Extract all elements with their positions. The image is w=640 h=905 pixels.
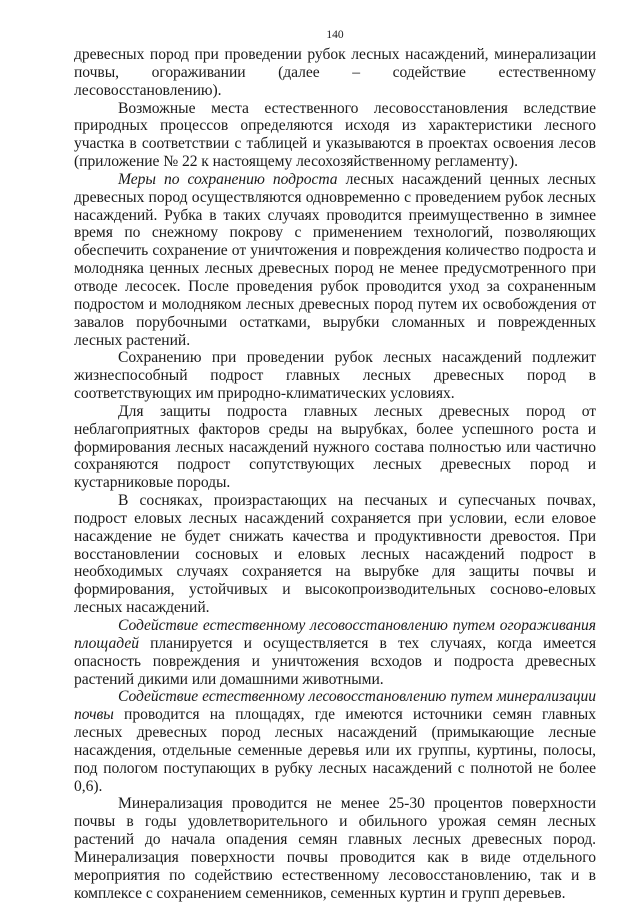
paragraph-text-run: Возможные места естественного лесовосстановления вследствие природных процессов определяются исходя из характеристики лесного участка в соответствии с таблицей и указываются в проектах освоения лесов (приложение № 22 к настоящему лесохозяйственному регламенту). [74,99,596,171]
paragraph [74,617,596,688]
paragraph-text-run: Сохранению при проведении рубок лесных насаждений подлежит жизнеспособный подрост главных лесных древесных пород в соответствующих им природно-климатических условиях. [74,349,596,403]
paragraph [74,688,596,795]
paragraph-italic-run: Содействие естественному лесовосстановлению путем огораживания площадей [74,617,596,652]
paragraph-italic-run: Меры по сохранению подроста [118,170,338,188]
paragraph [74,100,596,171]
paragraph [74,171,596,349]
paragraph-text-run: проводится на площадях, где имеются источники семян главных лесных древесных пород лесных насаждений (примыкающие лесные насаждения, отдельные семенные деревья или их группы, куртины, полосы, под пологом поступающих в рубку лесных насаждений с полнотой не более 0,6). [74,706,596,795]
paragraph [74,46,596,100]
document-body [74,46,596,903]
paragraph-text-run: Для защиты подроста главных лесных древесных пород от неблагоприятных факторов среды на вырубках, более успешного роста и формирования лесных насаждений нужного состава полностью или частично сохраняются подрост сопутствующих лесных древесных пород и кустарниковые породы. [74,402,596,492]
paragraph-text-run: В сосняках, произрастающих на песчаных и супесчаных почвах, подрост еловых лесных насаждений сохраняется при условии, если еловое насаждение не будет снижать качества и продуктивности древостоя. При восстановлении сосновых и еловых лесных насаждений подрост в необходимых случаях сохраняется на вырубке для защиты почвы и формирования, устойчивых и высокопроизводительных сосново-еловых лесных насаждений. [74,492,596,617]
paragraph [74,795,596,902]
paragraph-text-run: Минерализация проводится не менее 25-30 процентов поверхности почвы в годы удовлетворительного и обильного урожая семян лесных растений до начала опадения семян главных лесных древесных пород. Минерализация поверхности почвы проводится как в виде отдельного мероприятия по содействию естественному лесовосстановлению, так и в комплексе с сохранением семенников, семенных куртин и групп деревьев. [74,795,596,902]
page-number: 140 [326,29,344,41]
paragraph [74,349,596,403]
paragraph-italic-run: Содействие естественному лесовосстановлению путем минерализации почвы [74,688,596,724]
paragraph [74,403,596,492]
document-page [74,28,596,903]
paragraph [74,492,596,617]
paragraph-text-run: древесных пород при проведении рубок лесных насаждений, минерализации почвы, огораживании (далее – содействие естественному лесовосстановлению). [74,46,596,99]
paragraph-text-run: планируется и осуществляется в тех случаях, когда имеется опасность повреждения и уничтожения всходов и подроста древесных растений дикими или домашними животными. [74,634,596,688]
paragraph-text-run: лесных насаждений ценных лесных древесных пород осуществляются одновременно с проведением рубок лесных насаждений. Рубка в таких случаях проводится преимущественно в зимнее время по снежному покрову с применением технологий, позволяющих обеспечить сохранение от уничтожения и повреждения количество подроста и молодняка ценных лесных древесных пород не менее предусмотренного при отводе лесосек. После проведения рубок проводится уход за сохраненным подростом и молодняком лесных древесных пород путем их освобождения от завалов порубочными остатками, вырубки сломанных и поврежденных лесных растений. [74,170,596,349]
